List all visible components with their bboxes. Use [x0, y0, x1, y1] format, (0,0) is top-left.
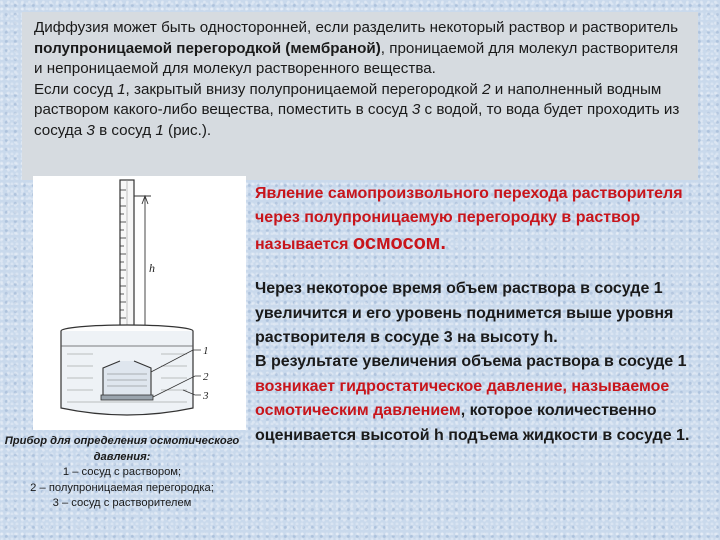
caption-line-2: 2 – полупроницаемая перегородка; [30, 481, 214, 494]
label-h: h [149, 261, 155, 275]
osmotic-pressure-term: возникает гидростатическое давление, называемое осмотическим давлением [255, 377, 670, 420]
caption-line-3: 3 – сосуд с растворителем [52, 497, 192, 510]
label-3: 3 [203, 390, 209, 402]
explanation-para-2: В результате увеличения объема раствора в сосуде 1 возникает гидростатическое давление, называемое осмотическим давлением, которое количественно оценивается высотой h подъема жидкости в сосуде 1. [255, 353, 690, 444]
osmosis-definition: Явление самопроизвольного перехода растворителя через полупроницаемую перегородку в раствор называется осмосом. [255, 185, 683, 254]
caption-title: Прибор для определения осмотического давления: [4, 435, 240, 463]
osmometer-diagram [33, 176, 246, 430]
right-column [255, 182, 715, 448]
membrane-term: полупроницаемой перегородкой (мембраной) [34, 39, 381, 57]
intro-paragraph-1: Диффузия может быть односторонней, если разделить некоторый раствор и растворитель полупроницаемой перегородкой (мембраной), проницаемой для молекул растворителя и непроницаемой для молекул растворенного вещества. [34, 19, 679, 78]
explanation-para-1: Через некоторое время объем раствора в сосуде 1 увеличится и его уровень поднимется выше уровня растворителя в сосуде 3 на высоту h. [255, 280, 674, 347]
label-1: 1 [203, 345, 209, 357]
osmosis-explanation [255, 277, 715, 448]
osmometer-figure [33, 176, 246, 430]
intro-text-box [22, 12, 698, 180]
membrane [101, 395, 153, 400]
osmosis-term: осмосом. [352, 231, 446, 254]
inner-vessel [103, 361, 151, 398]
figure-caption [0, 434, 244, 512]
caption-line-1: 1 – сосуд с раствором; [62, 466, 182, 479]
intro-paragraph-2: Если сосуд 1, закрытый внизу полупроницаемой перегородкой 2 и наполненный водным раствором какого-либо вещества, поместить в сосуд 3 с водой, то вода будет проходить из сосуда 3 в сосуд 1 (рис.). [34, 80, 680, 139]
label-2: 2 [203, 371, 209, 383]
